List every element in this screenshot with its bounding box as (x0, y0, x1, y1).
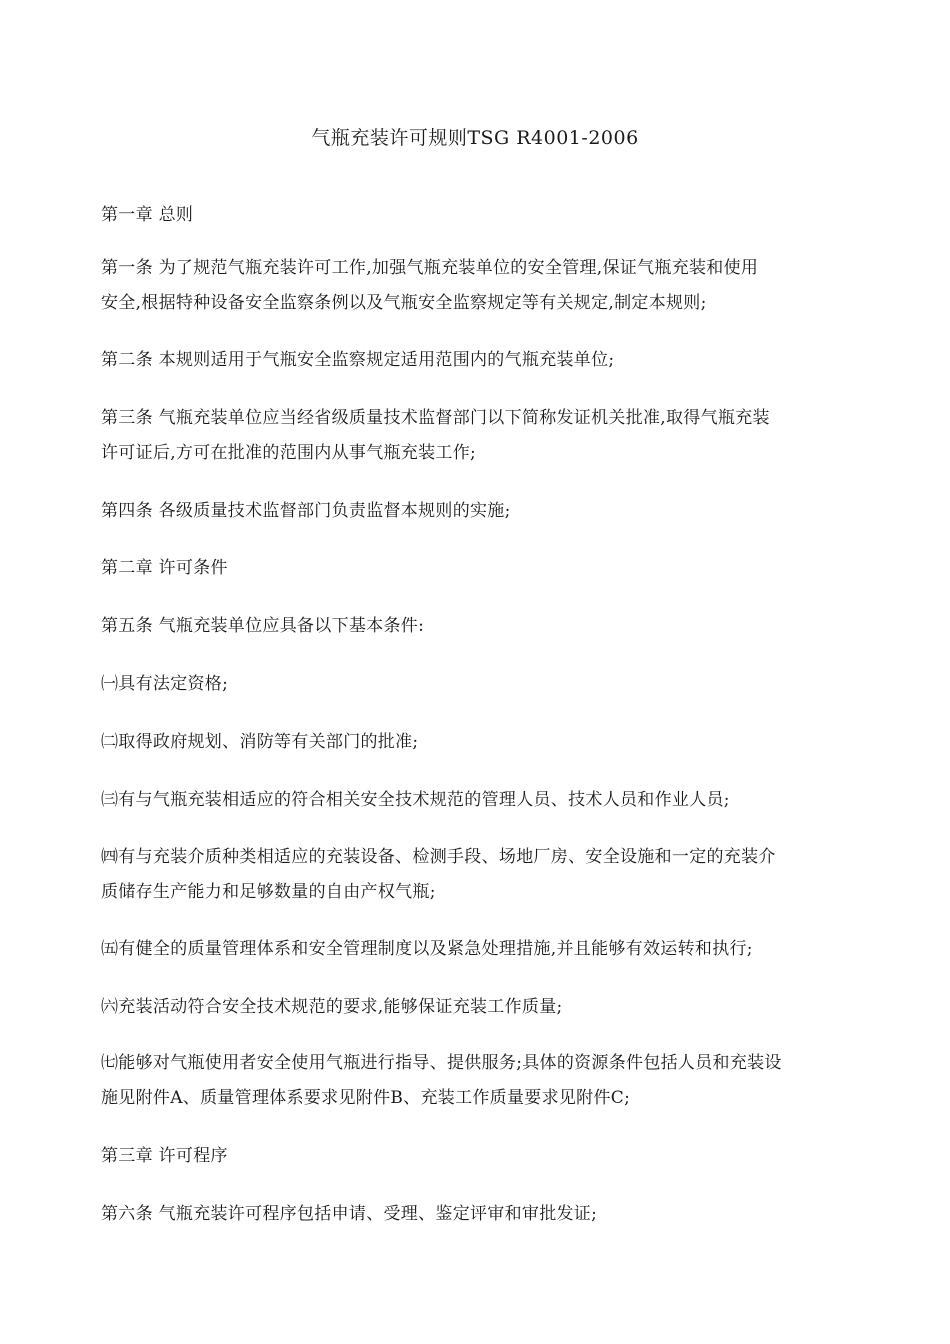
text-line: ㈠具有法定资格; (101, 674, 229, 694)
chapter-heading (101, 551, 861, 586)
text-line: 第五条 气瓶充装单位应具备以下基本条件: (101, 616, 425, 636)
text-line: 第一章 总则 (101, 205, 194, 225)
text-line: 第二章 许可条件 (101, 558, 228, 578)
text-line: 第三条 气瓶充装单位应当经省级质量技术监督部门以下简称发证机关批准,取得气瓶充装 (101, 408, 770, 428)
list-item (101, 1046, 861, 1116)
article-paragraph (101, 494, 861, 529)
text-line: ㈥充装活动符合安全技术规范的要求,能够保证充装工作质量; (101, 997, 563, 1017)
text-line: 质储存生产能力和足够数量的自由产权气瓶; (101, 882, 436, 902)
chapter-heading (101, 198, 861, 233)
article-paragraph (101, 609, 861, 644)
list-item (101, 990, 861, 1025)
text-line: 施见附件A、质量管理体系要求见附件B、充装工作质量要求见附件C; (101, 1088, 631, 1108)
article-paragraph (101, 1197, 861, 1232)
document-title: 气瓶充装许可规则TSG R4001-2006 (311, 127, 639, 149)
text-line: 安全,根据特种设备安全监察条例以及气瓶安全监察规定等有关规定,制定本规则; (101, 293, 707, 313)
text-line: 第二条 本规则适用于气瓶安全监察规定适用范围内的气瓶充装单位; (101, 350, 615, 370)
list-item (101, 840, 861, 910)
text-line: 第六条 气瓶充装许可程序包括申请、受理、鉴定评审和审批发证; (101, 1204, 598, 1224)
text-line: ㈣有与充装介质种类相适应的充装设备、检测手段、场地厂房、安全设施和一定的充装介 (101, 847, 776, 867)
list-item (101, 783, 861, 818)
text-line: ㈡取得政府规划、消防等有关部门的批准; (101, 732, 419, 752)
list-item (101, 725, 861, 760)
text-line: ㈦能够对气瓶使用者安全使用气瓶进行指导、提供服务;具体的资源条件包括人员和充装设 (101, 1053, 782, 1073)
text-line: 第三章 许可程序 (101, 1146, 228, 1166)
list-item (101, 932, 861, 967)
text-line: ㈤有健全的质量管理体系和安全管理制度以及紧急处理措施,并且能够有效运转和执行; (101, 939, 753, 959)
text-line: 许可证后,方可在批准的范围内从事气瓶充装工作; (101, 443, 477, 463)
list-item (101, 667, 861, 702)
article-paragraph (101, 251, 861, 321)
text-line: ㈢有与气瓶充装相适应的符合相关安全技术规范的管理人员、技术人员和作业人员; (101, 790, 730, 810)
chapter-heading (101, 1139, 861, 1174)
article-paragraph (101, 401, 861, 471)
article-paragraph (101, 343, 861, 378)
text-line: 第四条 各级质量技术监督部门负责监督本规则的实施; (101, 501, 511, 521)
text-line: 第一条 为了规范气瓶充装许可工作,加强气瓶充装单位的安全管理,保证气瓶充装和使用 (101, 258, 759, 278)
